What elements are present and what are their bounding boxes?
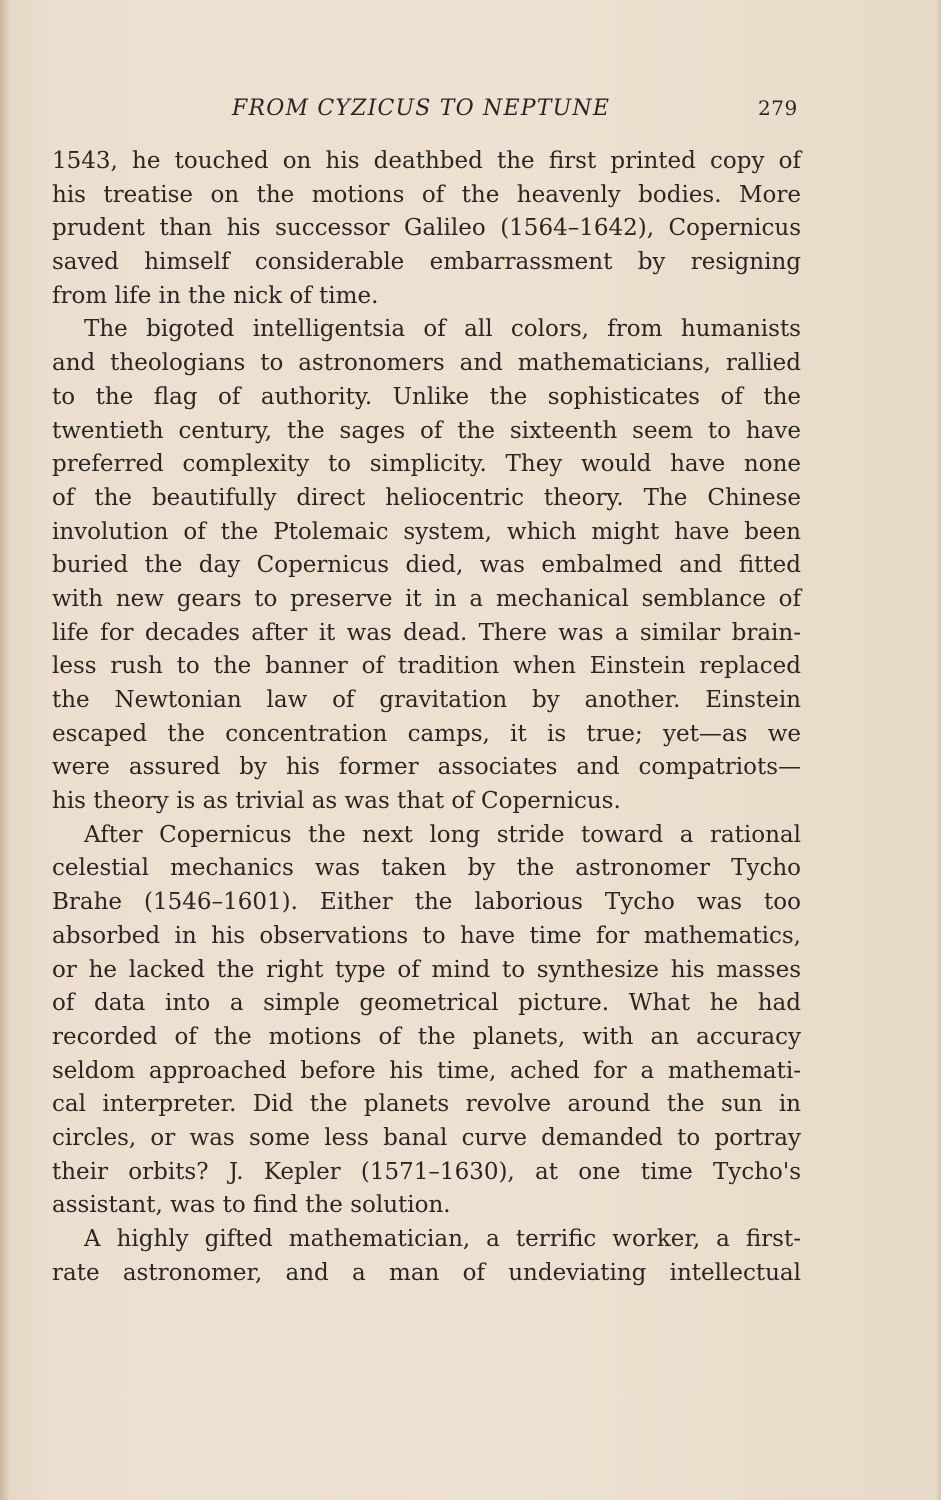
- text-line: less rush to the banner of tradition when Einstein replaced: [52, 653, 801, 680]
- text-line: the Newtonian law of gravitation by another. Einstein: [52, 687, 801, 713]
- text-line: life for decades after it was dead. There was a similar brain-: [52, 619, 801, 646]
- text-line: buried the day Copernicus died, was embalmed and fitted: [52, 552, 801, 579]
- text-line: rate astronomer, and a man of undeviating intellectual: [52, 1259, 801, 1286]
- text-line: seldom approached before his time, ached for a mathemati-: [52, 1057, 801, 1084]
- text-line: prudent than his successor Galileo (1564–1642), Copernicus: [52, 215, 801, 242]
- text-line: his treatise on the motions of the heavenly bodies. More: [52, 181, 801, 208]
- text-line: assistant, was to find the solution.: [52, 1192, 451, 1219]
- text-line: from life in the nick of time.: [52, 282, 379, 309]
- text-line: of the beautifully direct heliocentric theory. The Chinese: [52, 484, 801, 511]
- text-line: After Copernicus the next long stride toward a rational: [84, 821, 801, 848]
- text-line: were assured by his former associates and compatriots—: [52, 754, 801, 781]
- text-line: or he lacked the right type of mind to synthesize his masses: [52, 956, 801, 983]
- text-line: saved himself considerable embarrassment by resigning: [52, 249, 801, 276]
- text-line: twentieth century, the sages of the sixteenth seem to have: [52, 417, 801, 444]
- text-line: celestial mechanics was taken by the astronomer Tycho: [52, 855, 801, 882]
- body-text: [52, 145, 801, 1290]
- text-line: and theologians to astronomers and mathematicians, rallied: [52, 350, 801, 377]
- text-line: cal interpreter. Did the planets revolve around the sun in: [52, 1091, 801, 1118]
- running-head: [0, 96, 941, 130]
- text-line: of data into a simple geometrical picture. What he had: [52, 990, 801, 1017]
- text-line: 1543, he touched on his deathbed the first printed copy of: [52, 148, 801, 174]
- text-line: involution of the Ptolemaic system, which might have been: [52, 518, 801, 545]
- text-line: absorbed in his observations to have time for mathematics,: [52, 922, 801, 949]
- chapter-title: FROM CYZICUS TO NEPTUNE: [232, 96, 611, 121]
- page-edge: [935, 0, 941, 1500]
- text-line: to the flag of authority. Unlike the sophisticates of the: [52, 383, 801, 410]
- text-line: recorded of the motions of the planets, with an accuracy: [52, 1023, 801, 1050]
- text-line: The bigoted intelligentsia of all colors, from humanists: [84, 316, 801, 343]
- text-line: escaped the concentration camps, it is true; yet—as we: [52, 720, 801, 747]
- page-number: 279: [758, 96, 798, 120]
- text-line: with new gears to preserve it in a mechanical semblance of: [52, 585, 801, 612]
- text-line: Brahe (1546–1601). Either the laborious Tycho was too: [52, 889, 801, 916]
- text-line: his theory is as trivial as was that of Copernicus.: [52, 788, 621, 815]
- text-line: preferred complexity to simplicity. They would have none: [52, 451, 801, 478]
- spine-shadow: [0, 0, 10, 1500]
- text-line: circles, or was some less banal curve demanded to portray: [52, 1124, 801, 1151]
- text-line: A highly gifted mathematician, a terrific worker, a first-: [84, 1226, 801, 1252]
- text-line: their orbits? J. Kepler (1571–1630), at one time Tycho's: [52, 1158, 801, 1185]
